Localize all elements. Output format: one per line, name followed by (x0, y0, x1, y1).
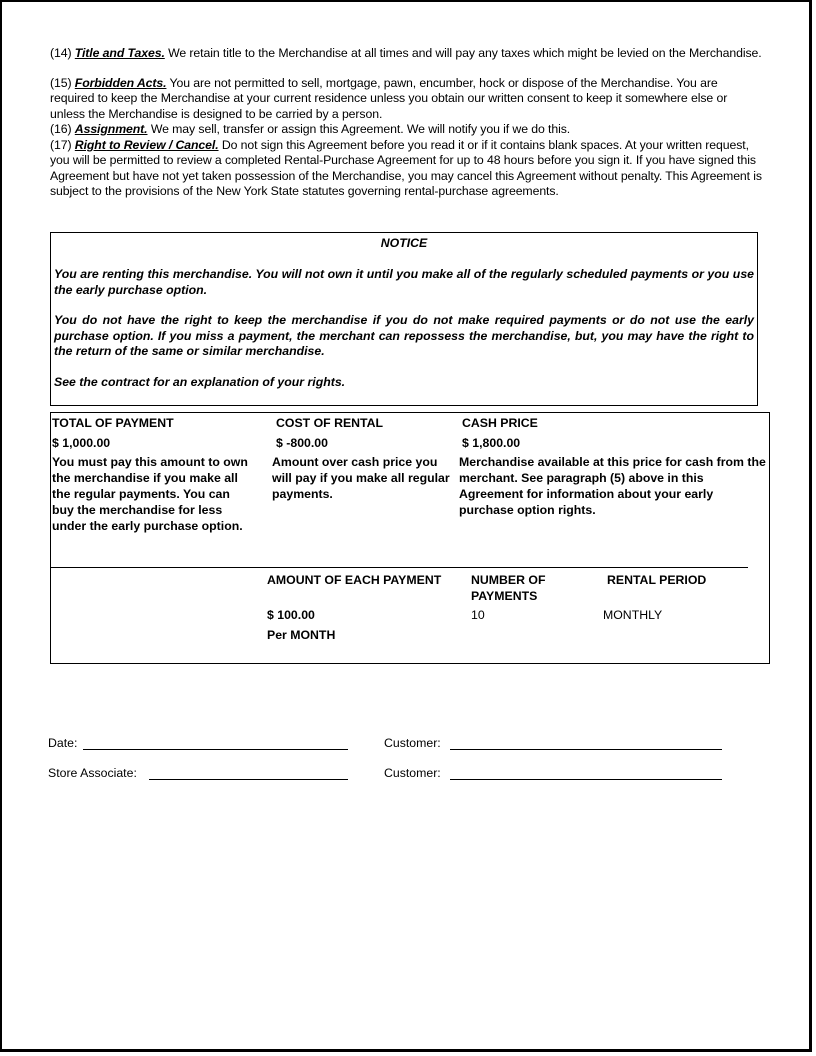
clause-number: (14) (50, 46, 72, 60)
customer-1-signature-field[interactable] (450, 749, 722, 750)
total-of-payment-value: $ 1,000.00 (52, 436, 111, 450)
cash-price-description: Merchandise available at this price for cash from the merchant. See paragraph (5) above in this Agreement for information about your early purchase option rights. (459, 455, 766, 517)
date-field[interactable] (83, 749, 348, 750)
notice-box (50, 232, 758, 406)
amount-each-payment-label: AMOUNT OF EACH PAYMENT (267, 573, 442, 587)
number-of-payments-label-2: PAYMENTS (471, 589, 538, 603)
number-of-payments-label: NUMBER OF (471, 573, 546, 587)
clause-heading: Forbidden Acts. (74, 76, 167, 90)
customer-2-signature-field[interactable] (450, 779, 722, 780)
notice-paragraph: You are renting this merchandise. You will not own it until you make all of the regularly scheduled payments or you use the early purchase option. (54, 267, 754, 297)
cash-price-section (459, 415, 767, 518)
notice-paragraph: See the contract for an explanation of your rights. (54, 375, 346, 389)
cost-of-rental-section (272, 415, 457, 502)
clause-heading: Right to Review / Cancel. (74, 138, 219, 152)
total-of-payment-section (52, 415, 252, 534)
clause-text: Do not sign this Agreement before you read it or if it contains blank spaces. At your written request, you will be permitted to review a completed Rental-Purchase Agreement for up to 48 hours before you sign it. If you have signed this Agreement but have not yet taken possession of the Merchandise, you may cancel this Agreement without penalty. This Agreement is subject to the provisions of the New York State statutes governing rental-purchase agreements. (50, 138, 762, 198)
total-of-payment-description: You must pay this amount to own the merchandise if you make all the regular payments. You can buy the merchandise for less under the early purchase option. (52, 455, 248, 533)
rental-period-label: RENTAL PERIOD (607, 573, 707, 587)
total-of-payment-label: TOTAL OF PAYMENT (52, 416, 174, 430)
clause-text: We may sell, transfer or assign this Agreement. We will notify you if we do this. (147, 122, 571, 136)
store-associate-signature-field[interactable] (149, 779, 348, 780)
section-divider (51, 567, 748, 568)
rental-period-value: MONTHLY (603, 608, 663, 622)
amount-each-payment-value: $ 100.00 (267, 608, 315, 622)
customer-1-label: Customer: (384, 736, 441, 750)
clause-heading: Assignment. (74, 122, 148, 136)
payment-unit: Per MONTH (267, 628, 336, 642)
cost-of-rental-label: COST OF RENTAL (276, 416, 384, 430)
clause-number: (17) (50, 138, 72, 152)
clause-number: (15) (50, 76, 72, 90)
store-associate-label: Store Associate: (48, 766, 137, 780)
customer-2-label: Customer: (384, 766, 441, 780)
clause-text: We retain title to the Merchandise at all times and will pay any taxes which might be levied on the Merchandise. (164, 46, 762, 60)
clause-17 (50, 138, 762, 199)
cost-of-rental-value: $ -800.00 (276, 436, 328, 450)
clause-text: You are not permitted to sell, mortgage, pawn, encumber, hock or dispose of the Merchandise. You are required to keep the Merchandise at your current residence unless you obtain our written consent to keep it somewhere else or unless the Merchandise is designed to be carried by a person. (50, 76, 728, 121)
clause-14 (50, 46, 762, 61)
number-of-payments-value: 10 (471, 608, 485, 622)
cost-of-rental-description: Amount over cash price you will pay if you make all regular payments. (272, 455, 450, 501)
clause-heading: Title and Taxes. (74, 46, 165, 60)
clause-16 (50, 122, 762, 137)
clause-number: (16) (50, 122, 72, 136)
notice-title: NOTICE (380, 236, 428, 250)
cash-price-label: CASH PRICE (462, 416, 538, 430)
disclosure-box (50, 412, 770, 664)
notice-paragraph: You do not have the right to keep the merchandise if you do not make required payments or do not use the early purchase option. If you miss a payment, the merchant can repossess the merchandise, but, you may have the right to the return of the same or similar merchandise. (54, 313, 754, 358)
date-label: Date: (48, 736, 78, 750)
clause-15 (50, 76, 762, 122)
cash-price-value: $ 1,800.00 (462, 436, 521, 450)
